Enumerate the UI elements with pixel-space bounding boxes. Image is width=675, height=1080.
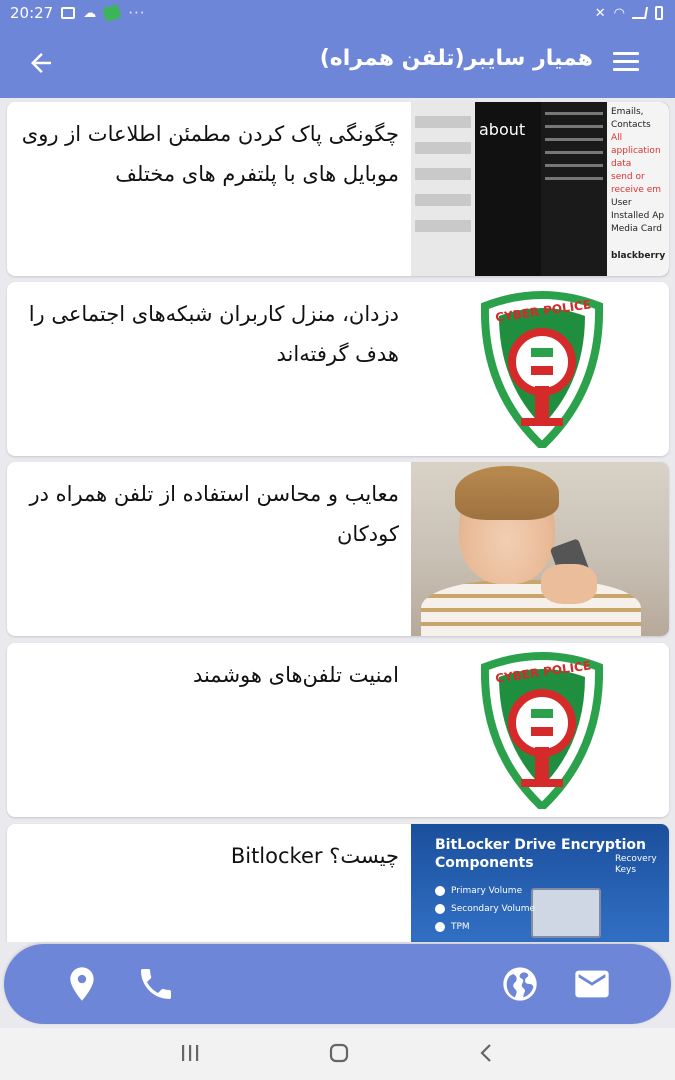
thumb-shape (541, 564, 597, 604)
article-title: چگونگی پاک کردن مطمئن اطلاعات از روی موبایل های با پلتفرم های مختلف (21, 122, 399, 186)
thumb-line (545, 138, 603, 141)
status-bar (0, 0, 675, 26)
signal-icon (632, 7, 648, 19)
article-card[interactable] (7, 102, 669, 276)
thumb-text: about (479, 120, 526, 139)
thumb-line (545, 151, 603, 154)
battery-icon (655, 6, 663, 20)
thumb-shape (455, 466, 559, 520)
thumb-about-panel (475, 102, 541, 276)
recent-apps-icon[interactable] (180, 1042, 200, 1064)
thumb-row (415, 168, 471, 180)
article-thumbnail (411, 824, 669, 942)
page-title: همیار سایبر(تلفن همراه) (319, 46, 593, 71)
menu-line (613, 68, 639, 71)
thumb-text: send or receive em (611, 172, 662, 195)
article-thumbnail (411, 462, 669, 636)
article-title: امنیت تلفن‌های هوشمند (192, 663, 399, 687)
wifi-icon: ◠ (613, 5, 625, 21)
thumb-text: TPM (451, 922, 470, 932)
article-card[interactable] (7, 462, 669, 636)
thumb-row (415, 116, 471, 128)
status-time: 20:27 (10, 4, 54, 22)
thumb-shape (435, 904, 445, 914)
mute-icon: ✕ (594, 5, 606, 21)
article-list[interactable] (0, 98, 675, 942)
thumb-info-panel (541, 102, 607, 276)
article-card[interactable] (7, 282, 669, 456)
thumb-row (415, 142, 471, 154)
back-icon[interactable] (478, 1042, 494, 1064)
home-icon[interactable] (328, 1042, 350, 1064)
app-bar (0, 26, 675, 98)
globe-icon[interactable] (500, 964, 540, 1004)
article-title: دزدان، منزل کاربران شبکه‌های اجتماعی را هدف گرفته‌اند (28, 302, 399, 366)
thumb-text: Recovery Keys (615, 854, 657, 875)
mail-icon[interactable] (572, 964, 612, 1004)
thumb-text: blackberry (611, 251, 666, 261)
thumb-line (545, 164, 603, 167)
status-bar-left (10, 4, 146, 22)
gallery-icon (61, 7, 75, 19)
menu-line (613, 52, 639, 55)
thumb-text: BitLocker Drive Encryption Components (435, 837, 646, 871)
article-title: چیست؟ Bitlocker (230, 844, 399, 868)
thumb-text: User Installed Ap (611, 198, 665, 221)
location-pin-icon[interactable] (62, 964, 102, 1004)
thumb-shape (421, 580, 641, 636)
thumb-text: Primary Volume (451, 886, 523, 896)
cloud-icon: ☁ (83, 5, 97, 21)
thumb-shape (531, 888, 601, 938)
article-card[interactable] (7, 643, 669, 817)
menu-line (613, 60, 639, 63)
thumb-text: Emails, Contacts (611, 107, 651, 130)
thumb-shape (435, 886, 445, 896)
thumb-text: CYBER POLICE (494, 297, 592, 325)
article-thumbnail (411, 282, 669, 456)
article-thumbnail (411, 643, 669, 817)
phone-icon[interactable] (136, 964, 176, 1004)
system-nav-bar (0, 1028, 675, 1080)
thumb-row (415, 220, 471, 232)
article-thumbnail (411, 102, 669, 276)
thumb-settings-panel (411, 102, 475, 276)
arrow-left-icon[interactable] (26, 48, 56, 78)
thumb-line (545, 125, 603, 128)
article-card[interactable] (7, 824, 669, 942)
thumb-line (545, 112, 603, 115)
article-title: معایب و محاسن استفاده از تلفن همراه در کودکان (29, 482, 399, 546)
app-icon (103, 4, 122, 22)
bottom-bar (4, 944, 671, 1024)
thumb-text: Secondary Volume (451, 904, 535, 914)
thumb-text: Media Card (611, 224, 662, 234)
hamburger-menu-icon[interactable] (613, 52, 639, 74)
status-bar-right (595, 6, 663, 21)
thumb-line (545, 177, 603, 180)
thumb-text: CYBER POLICE (494, 658, 592, 686)
thumb-shape (435, 922, 445, 932)
thumb-wipe-panel (607, 102, 669, 276)
thumb-row (415, 194, 471, 206)
status-dots: ··· (128, 4, 146, 22)
thumb-text: All application data (611, 133, 661, 169)
